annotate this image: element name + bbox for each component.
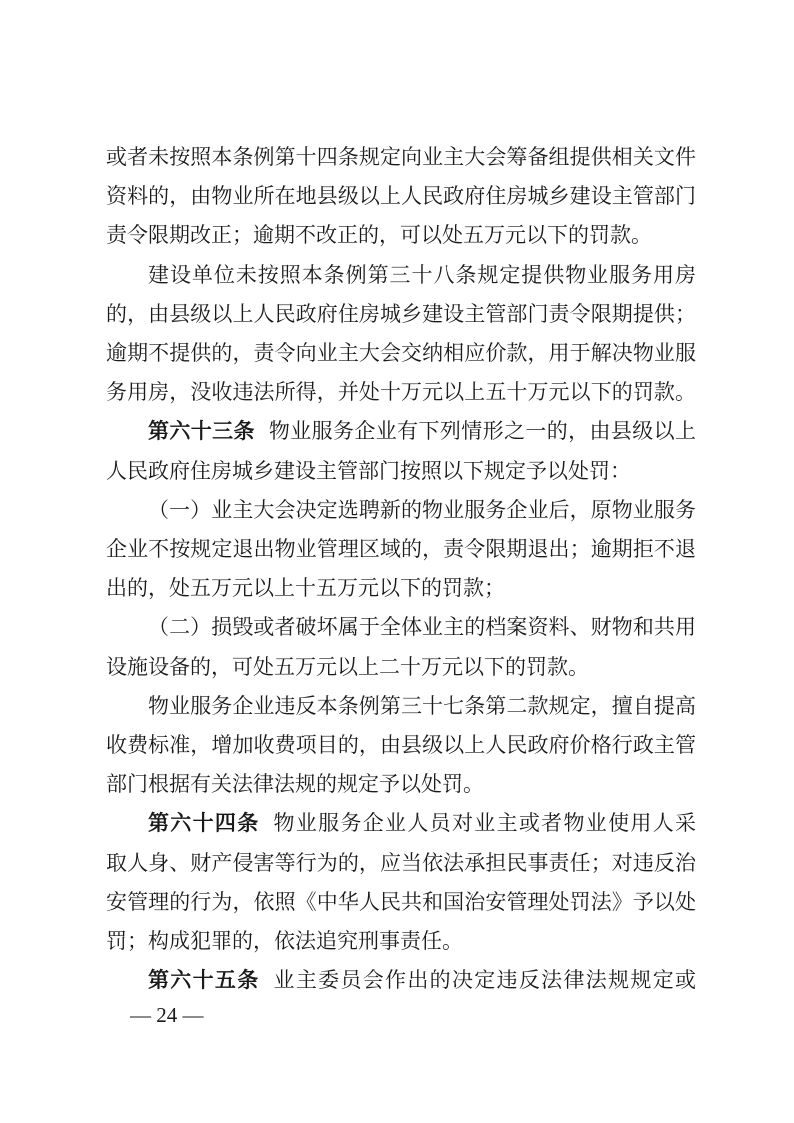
article-65-line [148,960,696,1000]
text-line: 的，由县级以上人民政府住房城乡建设主管部门责令限期提供； [106,302,696,326]
text-line: （一）业主大会决定选聘新的物业服务企业后，原物业服务 [148,498,696,522]
text-line: 建设单位未按照本条例第三十八条规定提供物业服务用房 [148,263,696,287]
text-line: 责令限期改正；逾期不改正的，可以处五万元以下的罚款。 [106,223,652,247]
text-line: 资料的，由物业所在地县级以上人民政府住房城乡建设主管部门 [106,184,696,208]
article-text: 物业服务企业人员对业主或者物业使用人采 [273,811,697,835]
text-line: 部门根据有关法律法规的规定予以处罚。 [106,772,484,796]
text-line: 收费标准，增加收费项目的，由县级以上人民政府价格行政主管 [106,733,696,757]
text-line: （二）损毁或者破坏属于全体业主的档案资料、财物和共用 [148,615,696,639]
article-64-line [148,803,696,843]
text-line: 务用房，没收违法所得，并处十万元以上五十万元以下的罚款。 [106,380,696,404]
article-heading: 第六十四条 [148,810,260,835]
text-line: 企业不按规定退出物业管理区域的，责令限期退出；逾期拒不退 [106,537,696,561]
text-line: 设施设备的，可处五万元以上二十万元以下的罚款。 [106,655,589,679]
text-line: 人民政府住房城乡建设主管部门按照以下规定予以处罚： [106,459,631,483]
article-heading: 第六十三条 [148,418,255,443]
text-line: 逾期不提供的，责令向业主大会交纳相应价款，用于解决物业服 [106,341,696,365]
article-text: 业主委员会作出的决定违反法律法规规定或 [273,968,697,992]
text-line: 罚；构成犯罪的，依法追究刑事责任。 [106,929,463,953]
page-number: — 24 — [130,1003,204,1027]
text-line: 出的，处五万元以上十五万元以下的罚款； [106,576,505,600]
article-63-line [148,411,696,451]
article-heading: 第六十五条 [148,967,260,992]
article-text: 物业服务企业有下列情形之一的，由县级以上 [268,419,696,443]
text-line: 物业服务企业违反本条例第三十七条第二款规定，擅自提高 [148,694,696,718]
text-line: 取人身、财产侵害等行为的，应当依法承担民事责任；对违反治 [106,851,696,875]
text-line: 或者未按照本条例第十四条规定向业主大会筹备组提供相关文件 [106,145,696,169]
text-line: 安管理的行为，依照《中华人民共和国治安管理处罚法》予以处 [106,890,696,914]
